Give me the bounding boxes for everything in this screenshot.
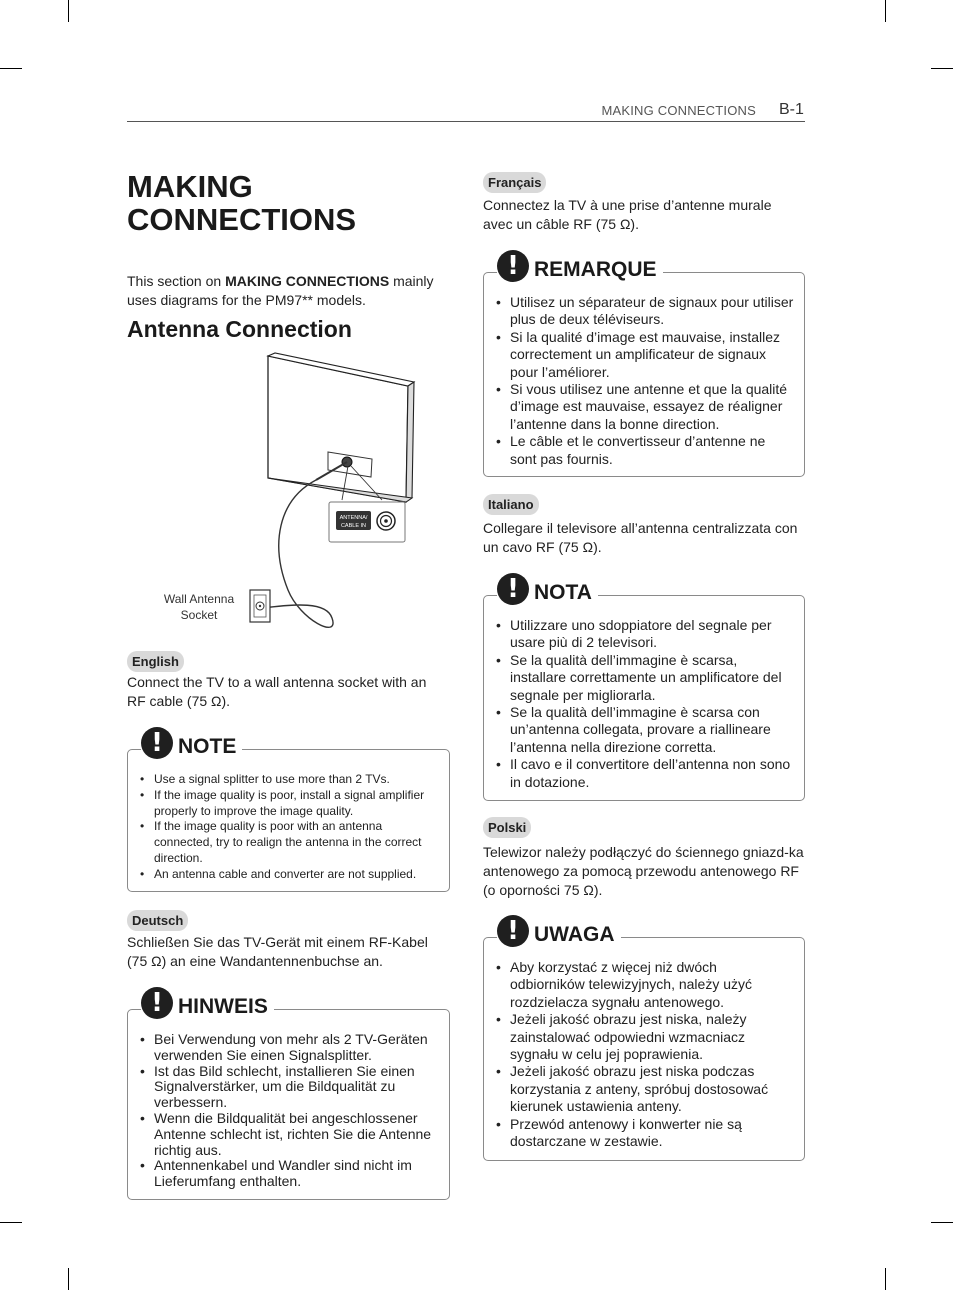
note-heading-polski: ! UWAGA	[497, 915, 621, 947]
svg-text:ANTENNA/: ANTENNA/	[339, 515, 368, 521]
tv-back-panel	[268, 353, 414, 502]
lang-tag-italiano: Italiano	[483, 494, 539, 515]
note-item: • Bei Verwendung von mehr als 2 TV-Geräten verwenden Sie einen Signalsplitter.	[128, 1032, 439, 1064]
lang-tag-deutsch: Deutsch	[127, 910, 188, 931]
polski-text: Telewizor należy podłączyć do ściennego gniazd-ka antenowego za pomocą przewodu antenowego RF (o oporności 75 Ω).	[483, 844, 804, 898]
section-subtitle: Antenna Connection	[127, 316, 352, 342]
note-box-english	[127, 749, 450, 892]
exclamation-icon: !	[141, 727, 173, 759]
note-item: • Jeżeli jakość obrazu jest niska podczas korzystania z anteny, spróbuj dostosować kierunek ustawienia anteny.	[484, 1063, 794, 1115]
note-box-francais	[483, 272, 805, 477]
note-item: • Antennenkabel und Wandler sind nicht im Lieferumfang enthalten.	[128, 1158, 439, 1190]
note-item: • An antenna cable and converter are not supplied.	[128, 867, 439, 883]
note-item: • Il cavo e il convertitore dell’antenna non sono in dotazione.	[484, 756, 794, 791]
lang-tag-polski: Polski	[483, 817, 531, 838]
page-title: MAKING CONNECTIONS	[127, 169, 357, 237]
header-rule	[127, 121, 805, 122]
antenna-port-callout	[329, 502, 405, 542]
note-item: • Aby korzystać z więcej niż dwóch odbiorników telewizyjnych, należy użyć rozdzielacza sygnału antenowego.	[484, 959, 794, 1011]
note-item: • Si vous utilisez une antenne et que la qualité d’image est mauvaise, essayez de réaligner l’antenne dans la bonne direction.	[484, 381, 794, 433]
francais-text: Connectez la TV à une prise d’antenne murale avec un câble RF (75 Ω).	[483, 197, 772, 232]
note-item: • Le câble et le convertisseur d’antenne ne sont pas fournis.	[484, 433, 794, 468]
note-item: • Jeżeli jakość obrazu jest niska, należy zainstalować odpowiedni wzmacniacz sygnału w celu jej poprawienia.	[484, 1011, 794, 1063]
note-item: • Utilizzare uno sdoppiatore del segnale per usare più di 2 televisori.	[484, 617, 794, 652]
svg-text:CABLE IN: CABLE IN	[340, 523, 367, 529]
note-box-polski	[483, 937, 805, 1161]
note-item: • Utilisez un séparateur de signaux pour utiliser plus de deux téléviseurs.	[484, 294, 794, 329]
crop-mark	[885, 0, 886, 22]
lang-tag-english: English	[127, 651, 184, 672]
deutsch-text: Schließen Sie das TV-Gerät mit einem RF-Kabel (75 Ω) an eine Wandantennenbuchse an.	[127, 934, 428, 969]
note-heading-italiano: ! NOTA	[497, 573, 598, 605]
note-heading-english: ! NOTE	[141, 727, 242, 759]
note-item: • Ist das Bild schlecht, installieren Sie einen Signalverstärker, um die Bildqualität zu verbessern.	[128, 1064, 439, 1111]
note-item: • If the image quality is poor with an antenna connected, try to realign the antenna in the correct direction.	[128, 819, 439, 866]
lang-tag-francais: Français	[483, 172, 546, 193]
note-item: • Si la qualité d’image est mauvaise, installez correctement un amplificateur de signaux pour l’améliorer.	[484, 329, 794, 381]
note-item: • Przewód antenowy i konwerter nie są dostarczane w zestawie.	[484, 1116, 794, 1151]
english-text: Connect the TV to a wall antenna socket with an RF cable (75 Ω).	[127, 674, 427, 709]
crop-mark	[931, 1222, 953, 1223]
exclamation-icon: !	[141, 987, 173, 1019]
crop-mark	[885, 1268, 886, 1290]
note-item: • Wenn die Bildqualität bei angeschlossener Antenne schlecht ist, richten Sie die Antenne richtig aus.	[128, 1111, 439, 1158]
note-item: • If the image quality is poor, install a signal amplifier properly to improve the image quality.	[128, 788, 439, 820]
crop-mark	[68, 0, 69, 22]
note-item: • Use a signal splitter to use more than 2 TVs.	[128, 772, 439, 788]
note-box-deutsch	[127, 1009, 450, 1200]
wall-antenna-label: Wall Antenna Socket	[163, 592, 235, 622]
note-item: • Se la qualità dell’immagine è scarsa con un’antenna collegata, provare a riallineare l’antenna nella direzione corretta.	[484, 704, 794, 756]
note-box-italiano	[483, 595, 805, 801]
running-header: MAKING CONNECTIONS	[601, 103, 756, 118]
crop-mark	[0, 68, 22, 69]
intro-text: This section on MAKING CONNECTIONS mainly uses diagrams for the PM97** models.	[127, 273, 434, 308]
crop-mark	[931, 68, 953, 69]
note-heading-francais: ! REMARQUE	[497, 250, 663, 282]
exclamation-icon: !	[497, 573, 529, 605]
note-item: • Se la qualità dell’immagine è scarsa, installare correttamente un amplificatore del segnale per migliorarla.	[484, 652, 794, 704]
italiano-text: Collegare il televisore all’antenna centralizzata con un cavo RF (75 Ω).	[483, 520, 798, 555]
note-heading-deutsch: ! HINWEIS	[141, 987, 274, 1019]
exclamation-icon: !	[497, 250, 529, 282]
wall-antenna-socket	[250, 590, 270, 622]
page-number: B-1	[779, 101, 804, 118]
crop-mark	[0, 1222, 22, 1223]
crop-mark	[68, 1268, 69, 1290]
exclamation-icon: !	[497, 915, 529, 947]
